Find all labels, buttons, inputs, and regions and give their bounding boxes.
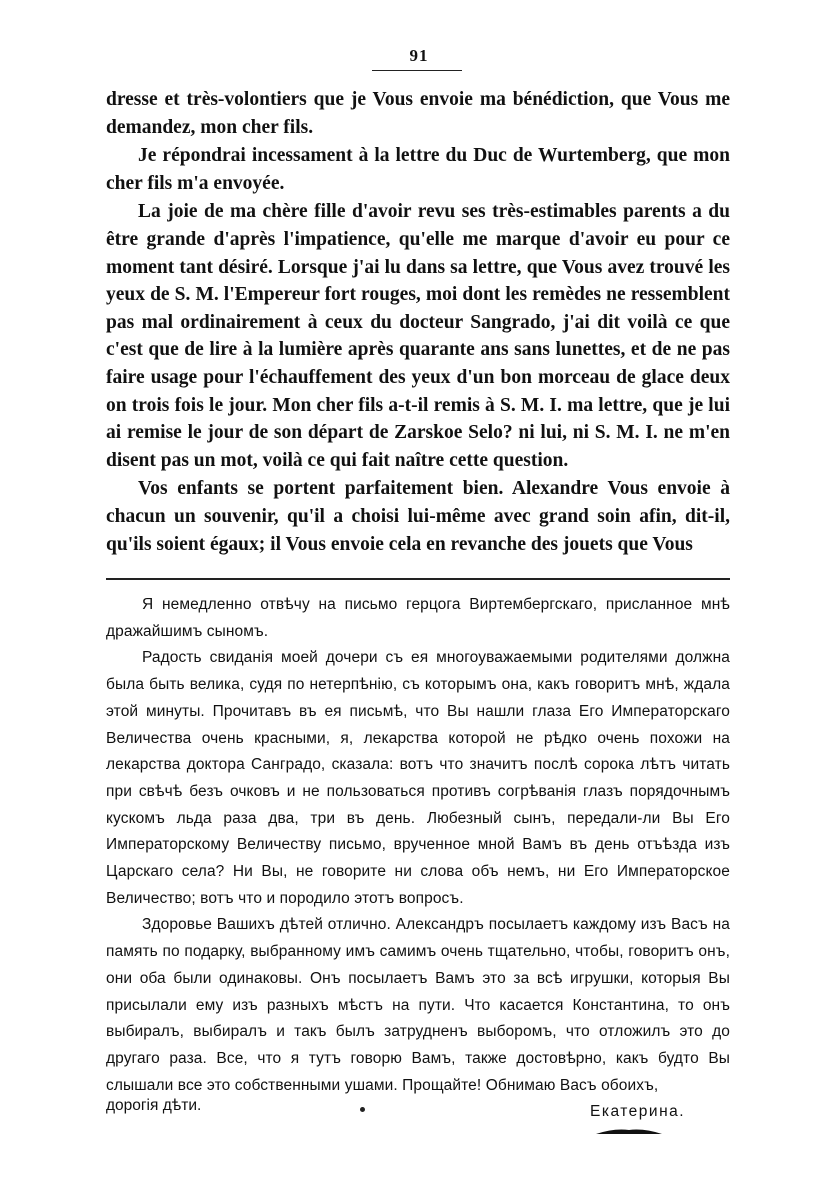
closing-line: дорогія дѣти. <box>106 1097 202 1114</box>
page-number: 91 <box>409 46 429 65</box>
footnote-divider <box>106 578 730 580</box>
russian-paragraph: Я немедленно отвѣчу на письмо герцога Виртембергскаго, присланное мнѣ дражайшимъ сыномъ. <box>106 596 730 640</box>
signature: Екатерина. <box>590 1103 686 1120</box>
page-number-rule <box>372 70 462 71</box>
signature-flourish <box>594 1127 664 1135</box>
russian-translation-text <box>106 592 730 1099</box>
french-paragraph: La joie de ma chère fille d'avoir revu ses très-estimables parents a du être grande d'après l'impatience, qu'elle me marque d'avoir eu pour ce moment tant désiré. Lorsque j'ai lu dans sa lettre, que Vous avez trouvé les yeux de S. M. l'Empereur fort rouges, moi dont les remèdes ne ressemblent pas mal ordinairement à ceux du docteur Sangrado, j'ai dit voilà ce que c'est que de lire à la lumière après quarante ans sans lunettes, et de ne pas faire usage pour l'échauffement des yeux d'un bon morceau de glace deux on trois fois le jour. Mon cher fils a-t-il remis à S. M. I. ma lettre, que je lui ai remise le jour de son départ de Zarskoe Selo? ni lui, ni S. M. I. ne m'en disent pas un mot, voilà ce qui fait naître cette question. <box>106 201 730 471</box>
signature-row <box>106 1097 730 1127</box>
russian-paragraph: Радость свиданія моей дочери съ ея многоуважаемыми родителями должна была быть велика, судя по нетерпѣнію, съ которымъ она, какъ говоритъ мнѣ, ждала этой минуты. Прочитавъ въ ея письмѣ, что Вы нашли глаза Его Императорскаго Величества очень красными, я, лекарства которой не рѣдко очень похожи на лекарства доктора Санградо, сказала: вотъ что значитъ послѣ сорока лѣтъ читать при свѣчѣ безъ очковъ и не пользоваться противъ согрѣванія глазъ порядочнымъ кускомъ льда раза два, три въ день. Любезный сынъ, передали-ли Вы Его Императорскому Величеству письмо, врученное мной Вамъ въ день отъѣзда изъ Царскаго села? Ни Вы, не говорите ни слова объ немъ, ни Его Императорское Величество; вотъ что и породило этотъ вопросъ. <box>106 649 730 907</box>
ornament-dot <box>360 1107 365 1112</box>
french-letter-text <box>106 86 730 559</box>
french-paragraph: Je répondrai incessament à la lettre du Duc de Wurtemberg, que mon cher fils m'a envoyée. <box>106 145 730 194</box>
russian-paragraph: Здоровье Вашихъ дѣтей отлично. Александръ посылаетъ каждому изъ Васъ на память по подарку, выбранному имъ самимъ очень тщательно, чтобы, говоритъ онъ, они оба были одинаковы. Онъ посылаетъ Вамъ это за всѣ игрушки, которыя Вы присылали ему изъ разныхъ мѣстъ на пути. Что касается Константина, то онъ выбиралъ, выбиралъ и такъ былъ затрудненъ выборомъ, что отложилъ это до другаго раза. Все, что я тутъ говорю Вамъ, также достовѣрно, какъ будто Вы слышали все это собственными ушами. Прощайте! Обнимаю Васъ обоихъ, <box>106 916 730 1094</box>
french-paragraph: Vos enfants se portent parfaitement bien. Alexandre Vous envoie à chacun un souvenir, qu'il a choisi lui-même avec grand soin afin, dit-il, qu'ils soient égaux; il Vous envoie cela en revanche des jouets que Vous <box>106 478 730 555</box>
french-paragraph: dresse et très-volontiers que je Vous envoie ma bénédiction, que Vous me demandez, mon cher fils. <box>106 89 730 138</box>
